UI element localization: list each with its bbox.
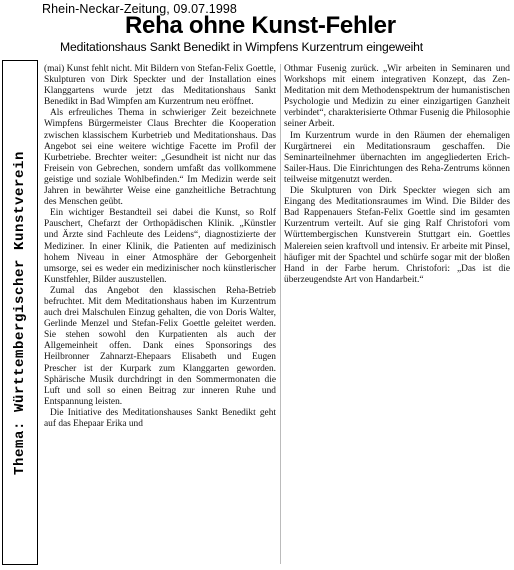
paragraph: Die Initiative des Meditationshauses Sankt Benedikt geht auf das Ehepaar Erika und [44, 407, 276, 429]
paragraph: Die Skulpturen von Dirk Speckter wiegen sich am Eingang des Meditationsraumes im Wind. Die Bilder des Bad Rappenauers Stefan-Felix Goettle sind im gesamten Kurzentrum verteilt. Auf sie ging Ralf Christofori vom Württembergischen Kunstverein Stuttgart ein. Goettles Malereien seien kraftvoll und intensiv. Er arbeite mit Pinsel, häufiger mit der Spachtel und schürfe sogar mit der bloßen Hand in der Farbe herum. Christofori: „Das ist die überzeugendste Art von Handarbeit.“ [284, 186, 510, 285]
paragraph: Othmar Fusenig zurück. „Wir arbeiten in Seminaren und Workshops mit einem integrativen Konzept, das Zen-Meditation mit dem Methodenspektrum der humanistischen Psychologie und Medizin zu einer einzigartigen Ganzheit verbindet“, charakterisierte Othmar Fusenig die Philosophie seiner Arbeit. [284, 64, 510, 130]
topic-sidebar [2, 60, 38, 565]
paragraph: Im Kurzentrum wurde in den Räumen der ehemaligen Kurgärtnerei ein Meditationsraum geschaffen. Die Seminarteilnehmer übernachten im angegliederten Erich-Sailer-Haus. Die Einrichtungen des Reha-Zentrums können teilweise mitgenutzt werden. [284, 130, 510, 185]
source-line: Rhein-Neckar-Zeitung, 09.07.1998 [42, 2, 237, 16]
paragraph: Ein wichtiger Bestandteil sei dabei die Kunst, so Rolf Pauschert, Chefarzt der Orthopädischen Klinik. „Künstler und Ärzte sind Fachleute des Leidens“, diagnostizierte der Mediziner. In einer Klinik, die Patienten auf medizinisch hohem Niveau in einer Atmosphäre der Geborgenheit umsorge, sei es weder ein medizinischer noch künstlerischer Kunstfehler, Bilder auszustellen. [44, 208, 276, 285]
paragraph: (mai) Kunst fehlt nicht. Mit Bildern von Stefan-Felix Goettle, Skulpturen von Dirk Speckter und der Installation eines Klanggartens wurde jetzt das Meditationshaus Sankt Benedikt in Bad Wimpfen am Kurzentrum neu eröffnet. [44, 64, 276, 108]
article-column-left [44, 64, 276, 430]
headline: Reha ohne Kunst-Fehler [125, 12, 396, 39]
article-column-right [284, 64, 510, 286]
column-divider [280, 64, 281, 564]
paragraph: Als erfreuliches Thema in schwieriger Zeit bezeichnete Wimpfens Bürgermeister Claus Brechter die Kooperation zwischen klassischem Kurbetrieb und Meditationshaus. Das Angebot sei eine weitere wichtige Facette im Profil der Kurbetriebe. Brechter weiter: „Gesundheit ist nicht nur das Freisein von Gebrechen, sondern umfaßt das vollkommene geistige und soziale Wohlbefinden.“ Im Medizin werde seit Jahren in bewährter Weise eine ganzheitliche Betrachtung des Menschen geübt. [44, 108, 276, 208]
topic-label: Thema: Württembergischer Kunstverein [12, 150, 28, 475]
subheadline: Meditationshaus Sankt Benedikt in Wimpfens Kurzentrum eingeweiht [60, 40, 423, 54]
paragraph: Zumal das Angebot den klassischen Reha-Betrieb befruchtet. Mit dem Meditationshaus haben im Kurzentrum auch drei Malschulen Einzug gehalten, die von Doris Walter, Gerlinde Menzel und Stefan-Felix Goettle geleitet werden. Sie stehen sowohl den Kurpatienten als auch der Allgemeinheit offen. Dank eines Sponsorings des Heilbronner Zahnarzt-Ehepaars Elisabeth und Eugen Prescher ist der Kurpark zum Klanggarten geworden. Sphärische Musik durchdringt in den Sommermonaten die Luft und soll so einen Beitrag zur inneren Ruhe und Entspannung leisten. [44, 285, 276, 407]
